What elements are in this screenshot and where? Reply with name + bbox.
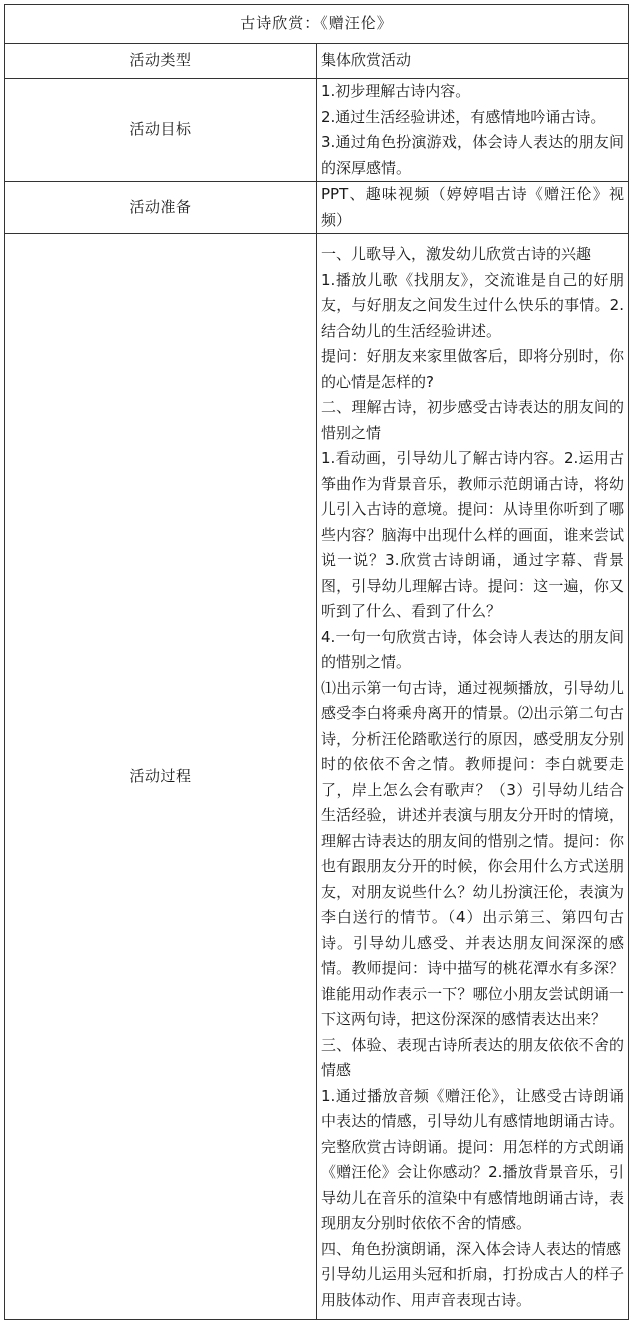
process-paragraph: 二、理解古诗，初步感受古诗表达的朋友间的惜别之情 xyxy=(321,398,624,442)
activity-process-row xyxy=(5,234,629,1320)
process-paragraph: 引导幼儿运用头冠和折扇，打扮成古人的样子用肢体动作、用声音表现古诗。 xyxy=(321,1265,624,1309)
activity-goals-label: 活动目标 xyxy=(5,79,317,182)
lesson-plan-table xyxy=(4,4,629,1320)
process-paragraph: 4.一句一句欣赏古诗，体会诗人表达的朋友间的惜别之情。 xyxy=(321,627,624,671)
goal-item: 1.初步理解古诗内容。 xyxy=(321,82,471,100)
lesson-title: 古诗欣赏：《赠汪伦》 xyxy=(5,5,629,44)
activity-type-label: 活动类型 xyxy=(5,44,317,79)
process-paragraph: 1.播放儿歌《找朋友》，交流谁是自己的好朋友，与好朋友之间发生过什么快乐的事情。2.结合幼儿的生活经验讲述。 xyxy=(321,270,624,340)
activity-process-label: 活动过程 xyxy=(5,234,317,1320)
process-paragraph: 三、体验、表现古诗所表达的朋友依依不舍的情感 xyxy=(321,1035,624,1079)
title-row xyxy=(5,5,629,44)
process-paragraph: 提问：好朋友来家里做客后，即将分别时，你的心情是怎样的? xyxy=(321,347,624,391)
activity-prep-row xyxy=(5,182,629,234)
activity-process-content xyxy=(317,234,629,1320)
process-paragraph: 一、儿歌导入，激发幼儿欣赏古诗的兴趣 xyxy=(321,245,592,263)
process-paragraph: 1.看动画，引导幼儿了解古诗内容。2.运用古筝曲作为背景音乐，教师示范朗诵古诗，将幼儿引入古诗的意境。提问：从诗里你听到了哪些内容？脑海中出现什么样的画面，谁来尝试说一说？3.欣赏古诗朗诵，通过字幕、背景图，引导幼儿理解古诗。提问：这一遍，你又听到了什么、看到了什么？ xyxy=(321,449,624,620)
activity-prep-label: 活动准备 xyxy=(5,182,317,234)
process-paragraph: ⑴出示第一句古诗，通过视频播放，引导幼儿感受李白将乘舟离开的情景。⑵出示第二句古诗，分析汪伦踏歌送行的原因，感受朋友分别时的依依不舍之情。教师提问：李白就要走了，岸上怎么会有歌声？（3）引导幼儿结合生活经验，讲述并表演与朋友分开时的情境，理解古诗表达的朋友间的惜别之情。提问：你也有跟朋友分开的时候，你会用什么方式送朋友，对朋友说些什么？幼儿扮演汪伦，表演为李白送行的情节。（4）出示第三、第四句古诗。引导幼儿感受、并表达朋友间深深的感情。教师提问：诗中描写的桃花潭水有多深？谁能用动作表示一下？哪位小朋友尝试朗诵一下这两句诗，把这份深深的感情表达出来？ xyxy=(321,678,624,1028)
activity-goals-row xyxy=(5,79,629,182)
process-paragraph: 1.通过播放音频《赠汪伦》，让感受古诗朗诵中表达的情感，引导幼儿有感情地朗诵古诗。完整欣赏古诗朗诵。提问：用怎样的方式朗诵《赠汪伦》会让你感动？2.播放背景音乐，引导幼儿在音乐的渲染中有感情地朗诵古诗，表现朋友分别时依依不舍的情感。 xyxy=(321,1086,624,1232)
activity-prep-value: PPT、趣味视频（婷婷唱古诗《赠汪伦》视频） xyxy=(317,182,629,234)
goal-item: 3.通过角色扮演游戏，体会诗人表达的朋友间的深厚感情。 xyxy=(321,133,624,177)
activity-type-value: 集体欣赏活动 xyxy=(317,44,629,79)
activity-type-row xyxy=(5,44,629,79)
activity-goals-list xyxy=(317,79,629,182)
process-paragraph: 四、角色扮演朗诵，深入体会诗人表达的情感 xyxy=(321,1239,622,1258)
goal-item: 2.通过生活经验讲述，有感情地吟诵古诗。 xyxy=(321,107,606,126)
